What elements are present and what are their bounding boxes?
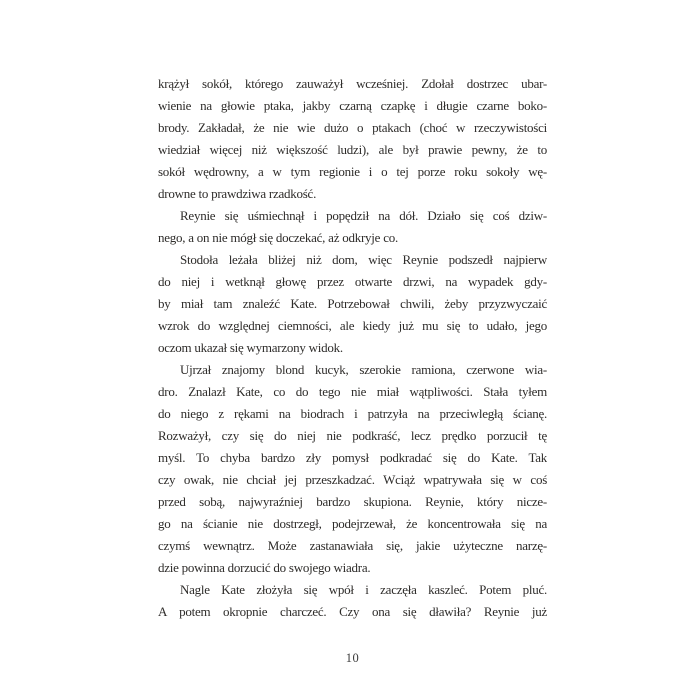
text-line: krążył sokół, którego zauważył wcześniej. Zdołał dostrzec ubar- — [158, 76, 547, 91]
text-line: dzie powinna dorzucić do swojego wiadra. — [158, 560, 371, 575]
text-line: wienie na głowie ptaka, jakby czarną czapkę i długie czarne boko- — [158, 98, 547, 113]
text-line: czy owak, nie chciał jej przeszkadzać. Wciąż wpatrywała się w coś — [158, 472, 547, 487]
text-line: wiedział więcej niż większość ludzi), ale był prawie pewny, że to — [158, 142, 547, 157]
text-line: Reynie się uśmiechnął i popędził na dół. Działo się coś dziw- — [180, 208, 547, 223]
text-line: drowne to prawdziwa rzadkość. — [158, 186, 317, 201]
text-line: myśl. To chyba bardzo zły pomysł podkradać się do Kate. Tak — [158, 450, 547, 465]
text-line: nego, a on nie mógł się doczekać, aż odkryje co. — [158, 230, 398, 245]
text-line: Ujrzał znajomy blond kucyk, szerokie ramiona, czerwone wia- — [180, 362, 547, 377]
text-line: go na ścianie nie dostrzegł, podejrzewał, że koncentrowała się na — [158, 516, 547, 531]
text-line: do niego z rękami na biodrach i patrzyła na przeciwległą ścianę. — [158, 406, 547, 421]
text-line: Stodoła leżała bliżej niż dom, więc Reynie podszedł najpierw — [180, 252, 547, 267]
text-line: by miał tam znaleźć Kate. Potrzebował chwili, żeby przyzwyczaić — [158, 296, 547, 311]
text-line: wzrok do względnej ciemności, ale kiedy już mu się to udało, jego — [158, 318, 547, 333]
text-line: A potem okropnie charczeć. Czy ona się dławiła? Reynie już — [158, 604, 547, 619]
text-line: Nagle Kate złożyła się wpół i zaczęła kaszleć. Potem pluć. — [180, 582, 547, 597]
text-line: oczom ukazał się wymarzony widok. — [158, 340, 343, 355]
text-line: sokół wędrowny, a w tym regionie i o tej porze roku sokoły wę- — [158, 164, 547, 179]
page-text — [158, 73, 547, 623]
text-line: do niej i wetknął głowę przez otwarte drzwi, na wypadek gdy- — [158, 274, 547, 289]
text-line: dro. Znalazł Kate, co do tego nie miał wątpliwości. Stała tyłem — [158, 384, 547, 399]
text-line: czymś wewnątrz. Może zastanawiała się, jakie użyteczne narzę- — [158, 538, 547, 553]
text-line: przed sobą, najwyraźniej bardzo skupiona. Reynie, który nicze- — [158, 494, 547, 509]
page-number: 10 — [345, 651, 360, 665]
text-line: brody. Zakładał, że nie wie dużo o ptakach (choć w rzeczywistości — [158, 120, 547, 135]
text-line: Rozważył, czy się do niej nie podkraść, lecz prędko porzucił tę — [158, 428, 547, 443]
